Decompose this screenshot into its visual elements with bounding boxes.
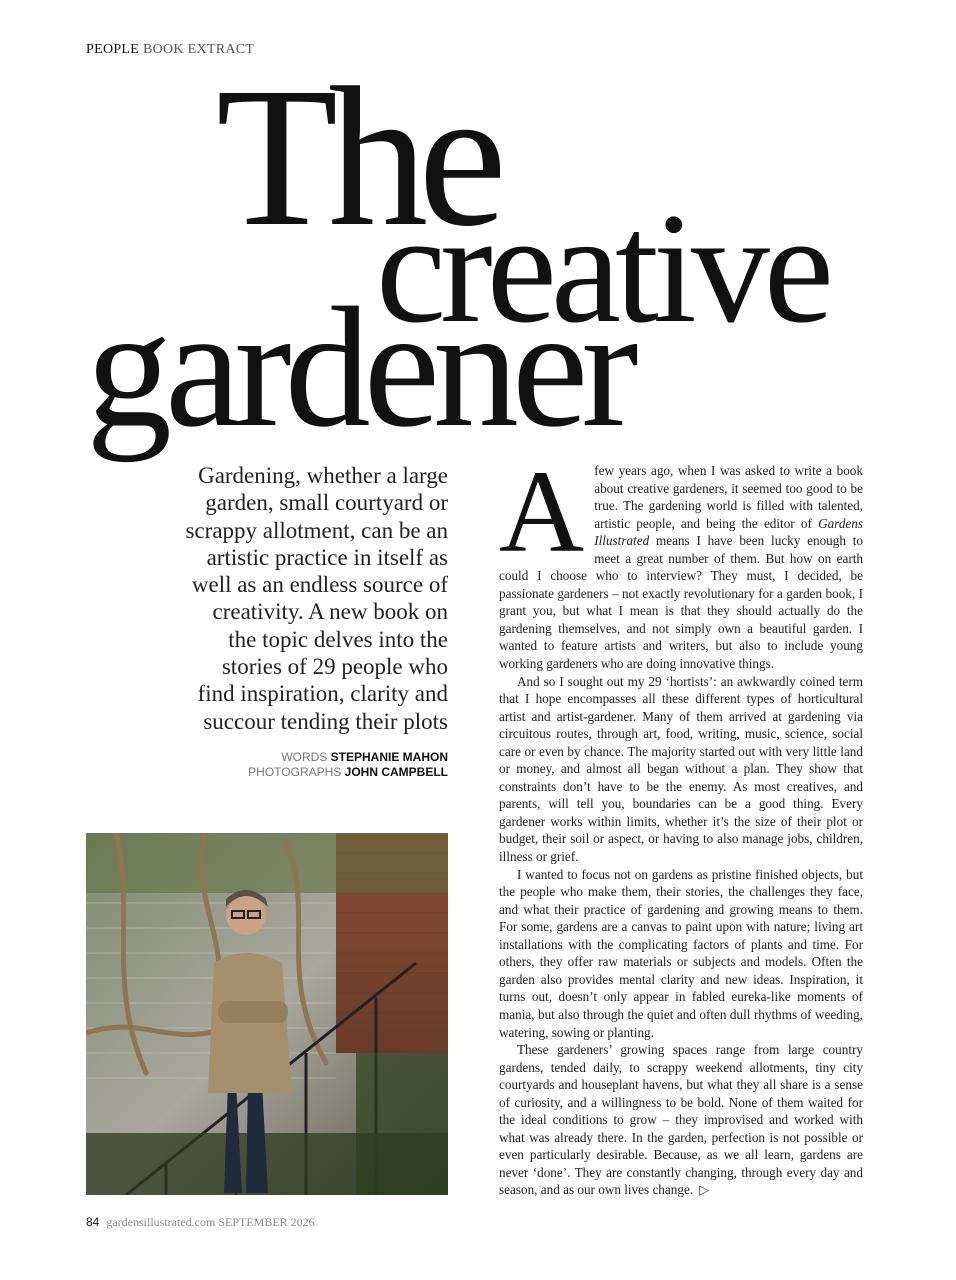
issue-date: SEPTEMBER 2026 [218, 1215, 315, 1229]
portrait-photo [86, 833, 448, 1195]
standfirst: Gardening, whether a large garden, small courtyard or scrappy allotment, can be an artistic practice in itself as well as an endless source of creativity. A new book on the topic delves into the stories of 29 people who find inspiration, clarity and succour tending their plots [185, 463, 448, 734]
headline-line-1: The [216, 47, 497, 268]
paragraph-2: And so I sought out my 29 ‘hortists’: an awkwardly coined term that I hope encompasses all these different types of horticultural artist and artist-gardener. Many of them arrived at gardening via circuitous routes, through art, food, writing, music, science, social care or even by chance. The majority started out with very little land or money, and almost all began without a plan. They show that constraints don’t have to be the enemy. As most creatives, and parents, will tell you, boundaries can be a good thing. Every gardener works within limits, whether it’s the size of their plot or budget, their soil or aspect, or having to also manage jobs, children, illness or grief. [499, 673, 863, 865]
words-credit [180, 750, 448, 765]
paragraph-4-text: These gardeners’ growing spaces range from large country gardens, tended daily, to scrappy weekend allotments, tiny city courtyards and houseplant havens, but what they all share is a sense of curiosity, and a willingness to be bold. None of them waited for the ideal conditions to grow – they improvised and worked with what was already there. In the garden, perfection is not possible or even particularly desirable. Because, as we all learn, gardens are never ‘done’. They are constantly changing, through every day and season, and as our own lives change. [499, 1042, 863, 1198]
paragraph-1-start: few years ago, when I was asked to write a book about creative gardeners, it seemed too good to be true. The gardening world is filled with talented, artistic people, and being the editor of [594, 463, 863, 531]
paragraph-1-end: means I have been lucky enough to meet a great number of them. But how on earth could I choose who to interview? They must, I decided, be passionate gardeners – not exactly revolutionary for a garden book, I grant you, but what I mean is that they should actually do the gardening themselves, and not simply own a beautiful garden. I wanted to feature artists and writers, but also to include young working gardeners who are doing innovative things. [499, 533, 863, 672]
paragraph-1 [499, 446, 863, 673]
website: gardensillustrated.com [106, 1215, 216, 1229]
continue-arrow-icon: ▷ [699, 1182, 710, 1198]
section-name: PEOPLE [86, 42, 140, 57]
words-label: WORDS [281, 750, 328, 764]
drop-cap: A [499, 446, 585, 577]
paragraph-3: I wanted to focus not on gardens as pristine finished objects, but the people who make them, their stories, the challenges they face, and what their practice of gardening and growing means to them. For some, gardens are a canvas to paint upon with nature; living art installations with the complicating factors of plants and time. For others, they offer raw materials or subjects and models. Often the garden also provides mental clarity and new ideas. Inspiration, it turns out, doesn’t only appear in fabled eureka-like moments of mania, but also through the quiet and often dull rhythms of weeding, watering, sowing or planting. [499, 866, 863, 1040]
section-subname: BOOK EXTRACT [142, 42, 255, 57]
photos-label: PHOTOGRAPHS [248, 765, 342, 779]
credits [180, 750, 448, 780]
page-number: 84 [86, 1215, 100, 1229]
headline-line-2: creative [376, 181, 828, 356]
page-footer [86, 1215, 315, 1230]
paragraph-4 [499, 1041, 863, 1199]
writer-name: STEPHANIE MAHON [330, 750, 448, 764]
magazine-title: Gardens Illustrated [594, 515, 863, 549]
photos-credit [180, 765, 448, 780]
photographer-name: JOHN CAMPBELL [344, 765, 448, 779]
portrait-illustration [86, 833, 448, 1195]
headline-line-3: gardener [86, 273, 632, 463]
article-body [499, 446, 863, 1199]
